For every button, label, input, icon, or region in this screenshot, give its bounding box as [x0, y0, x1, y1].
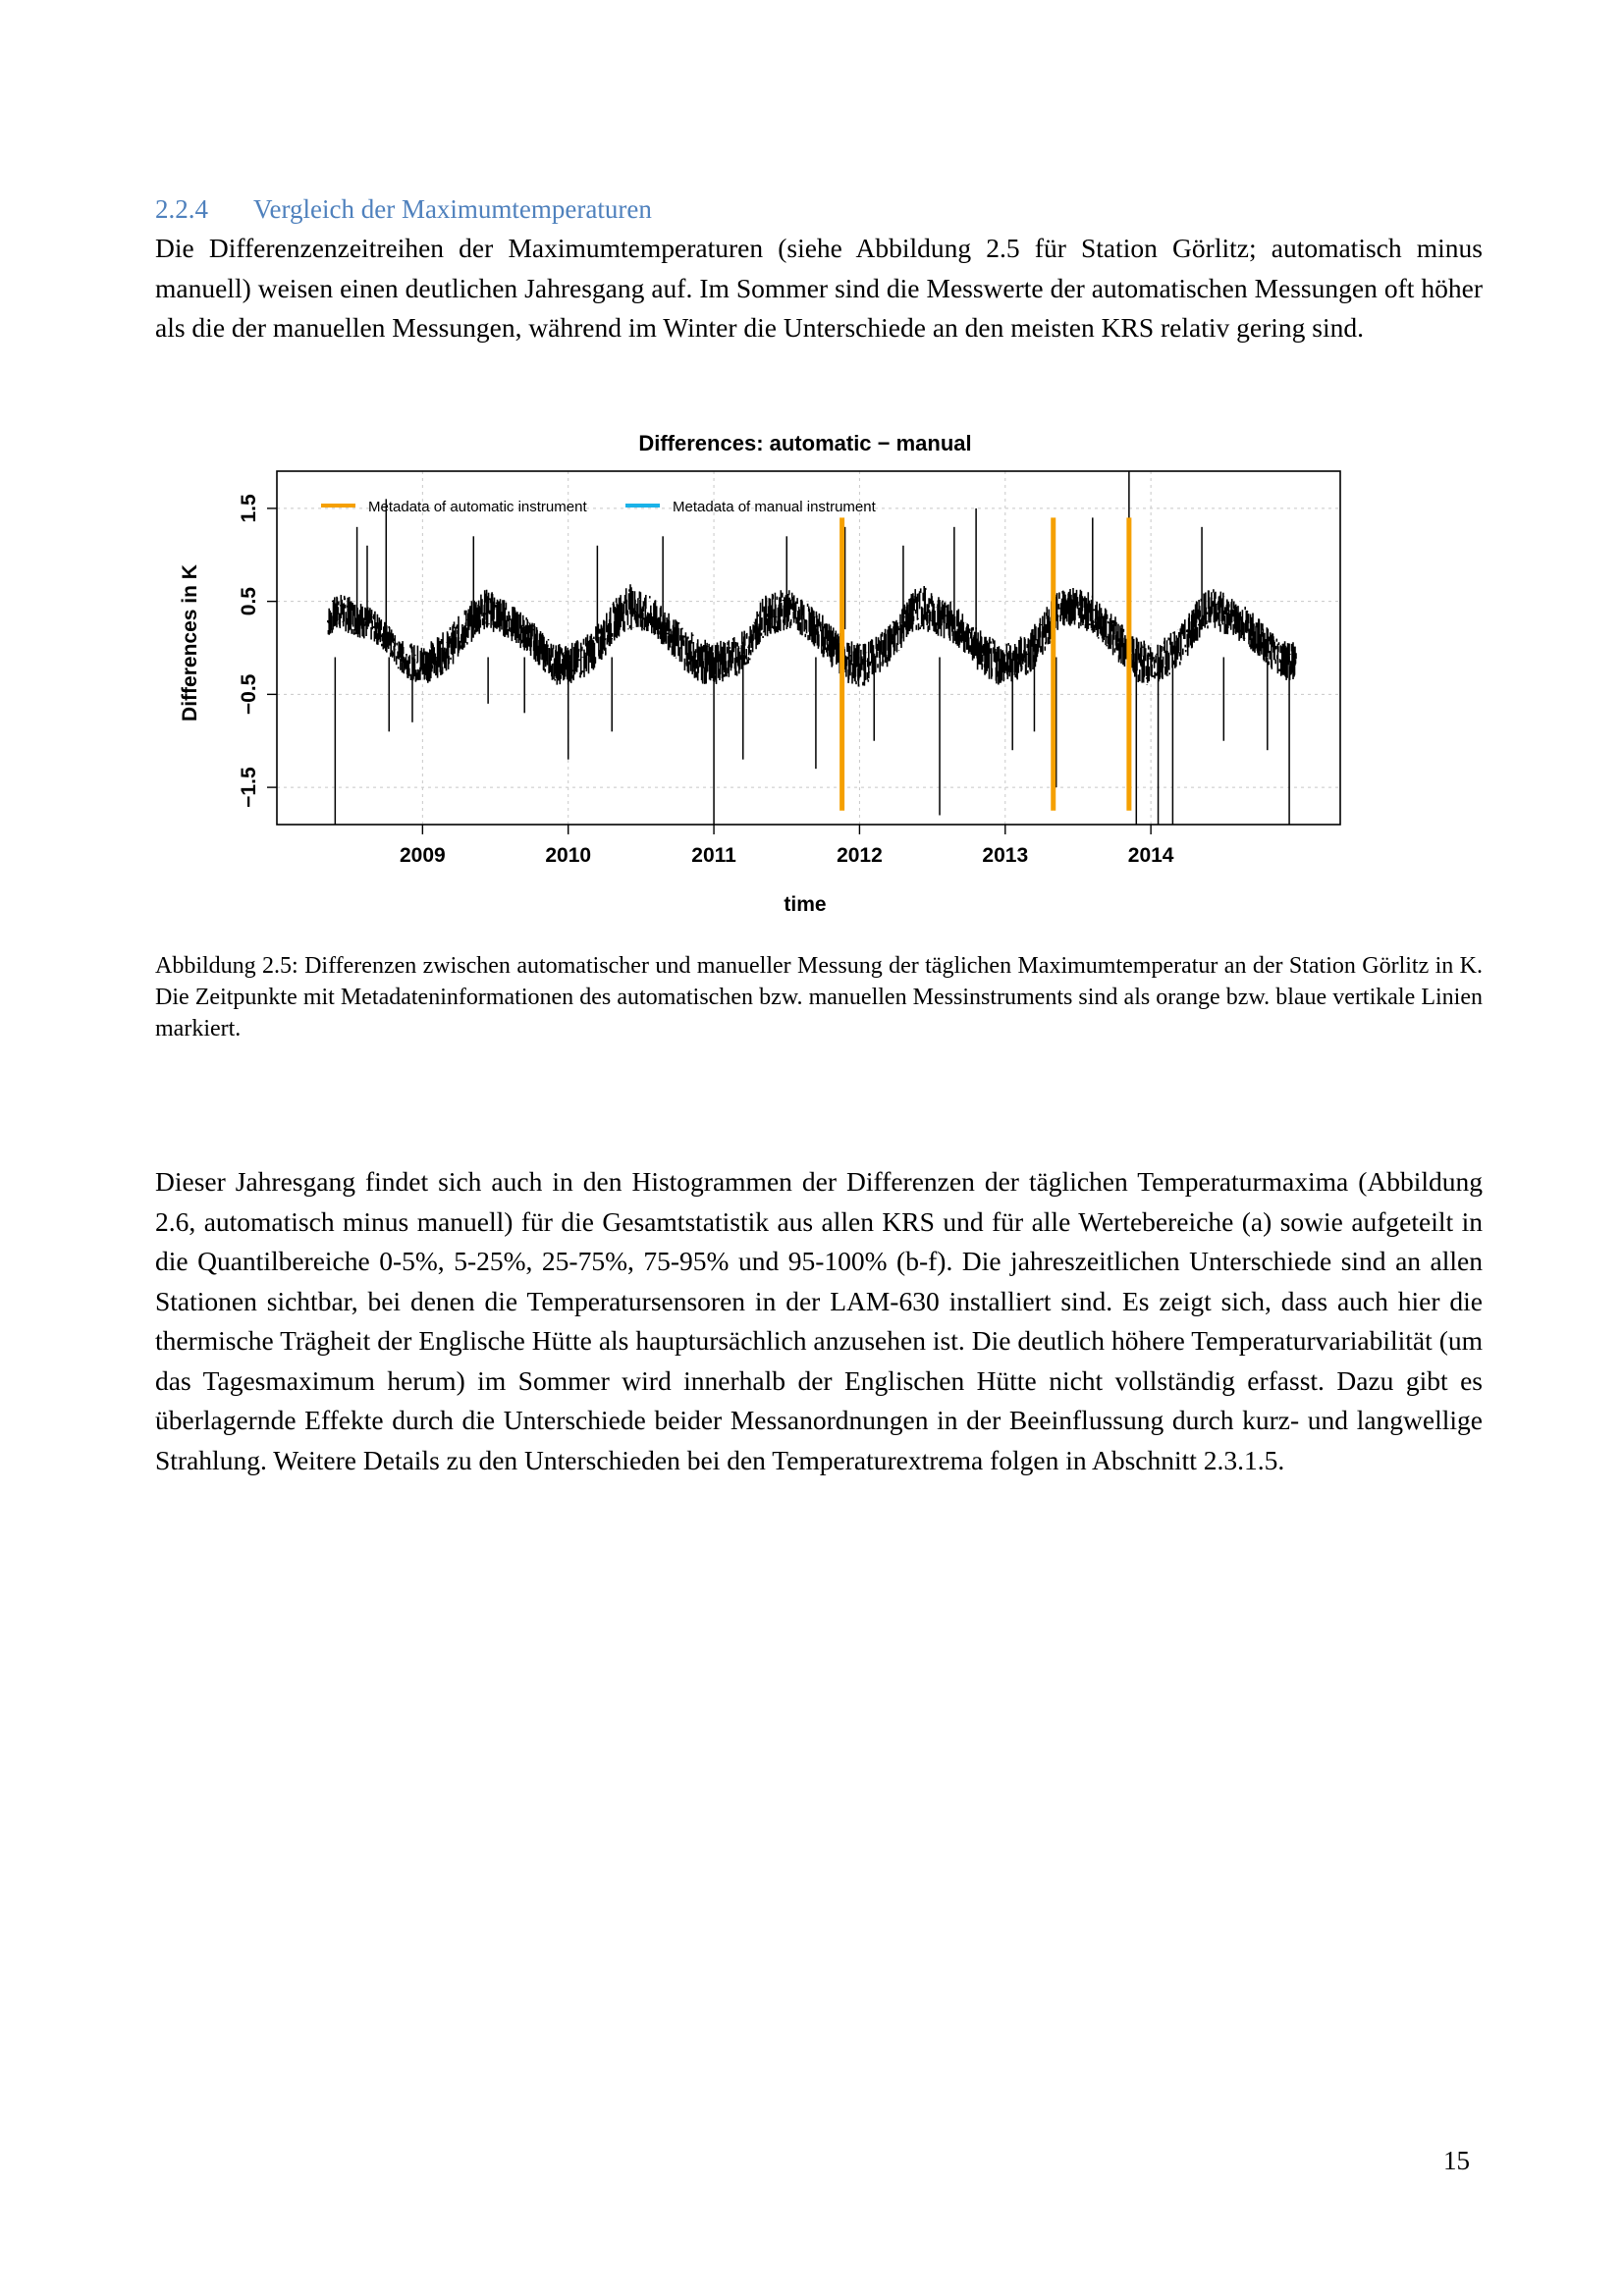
section-number: 2.2.4 [155, 194, 208, 224]
x-tick-label: 2014 [1127, 844, 1174, 867]
series-layer [328, 471, 1296, 825]
figure-caption: Abbildung 2.5: Differenzen zwischen automatischer und manueller Messung der täglichen Maximumtemperatur an der Station Görlitz in K. Die Zeitpunkte mit Metadateninformationen des automatischen bzw. manuellen Messinstruments sind als orange bzw. blaue vertikale Linien markiert. [155, 953, 1483, 1041]
legend-automatic-label: Metadata of automatic instrument [368, 499, 587, 515]
chart-ylabel: Differences in K [179, 564, 201, 721]
chart-svg [167, 417, 1345, 928]
section-title: Vergleich der Maximumtemperaturen [253, 194, 652, 224]
chart-xlabel: time [784, 893, 827, 916]
x-tick-label: 2009 [399, 844, 446, 867]
page-number: 15 [1443, 2146, 1470, 2175]
y-tick-label: −1.5 [238, 767, 260, 808]
paragraph-1: Die Differenzenzeitreihen der Maximumtemperaturen (siehe Abbildung 2.5 für Station Görlitz; automatisch minus manuell) weisen einen deutlichen Jahresgang auf. Im Sommer sind die Messwerte der automatischen Messungen oft höher als die der manuellen Messungen, während im Winter die Unterschiede an den meisten KRS relativ gering sind. [155, 233, 1483, 343]
chart-title: Differences: automatic − manual [638, 431, 972, 455]
x-tick-label: 2013 [982, 844, 1029, 867]
chart-legend [321, 499, 877, 515]
x-tick-label: 2011 [691, 844, 736, 867]
legend-manual-label: Metadata of manual instrument [673, 499, 876, 515]
paragraph-2: Dieser Jahresgang findet sich auch in den Histogrammen der Differenzen der täglichen Temperaturmaxima (Abbildung 2.6, automatisch minus manuell) für die Gesamtstatistik aus allen KRS und für alle Wertebereiche (a) sowie aufgeteilt in die Quantilbereiche 0-5%, 5-25%, 25-75%, 75-95% und 95-100% (b-f). Die jahreszeitlichen Unterschiede sind an allen Stationen sichtbar, bei denen die Temperatursensoren in der LAM-630 installiert sind. Es zeigt sich, dass auch hier die thermische Trägheit der Englische Hütte als hauptursächlich anzusehen ist. Die deutlich höhere Temperaturvariabilität (um das Tagesmaximum herum) im Sommer wird innerhalb der Englischen Hütte nicht vollständig erfasst. Dazu gibt es überlagernde Effekte durch die Unterschiede beider Messanordnungen in der Beeinflussung durch kurz- und langwellige Strahlung. Weitere Details zu den Unterschieden bei den Temperaturextrema folgen in Abschnitt 2.3.1.5. [155, 1166, 1483, 1475]
section-heading [155, 194, 652, 225]
y-tick-label: 0.5 [238, 587, 260, 616]
x-tick-label: 2012 [837, 844, 883, 867]
figure-chart [167, 417, 1345, 928]
y-tick-label: 1.5 [238, 494, 260, 523]
y-tick-label: −0.5 [238, 673, 260, 716]
x-tick-label: 2010 [545, 844, 592, 867]
